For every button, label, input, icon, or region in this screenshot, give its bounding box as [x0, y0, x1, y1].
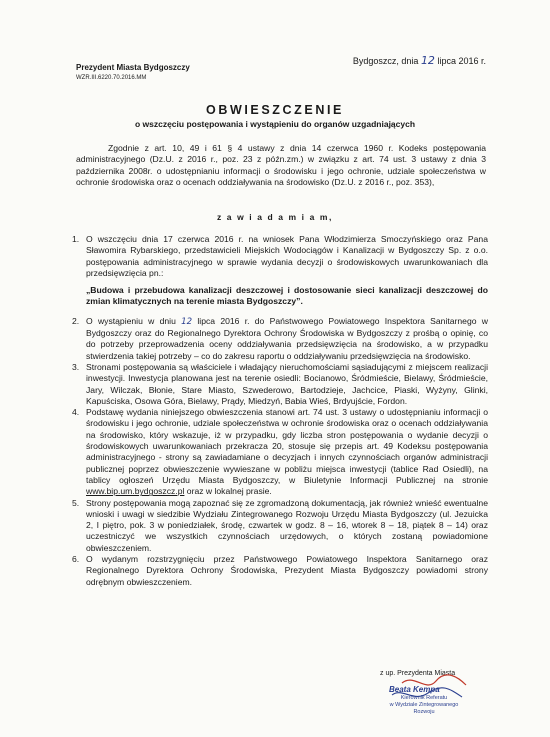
handwritten-day: 12 — [420, 54, 435, 67]
item-number: 1. — [72, 234, 80, 244]
place-date-prefix: Bydgoszcz, dnia — [352, 56, 419, 66]
place-date-suffix: lipca 2016 r. — [437, 56, 486, 66]
announcement-heading: z a w i a d a m i a m, — [217, 212, 333, 222]
list-item — [72, 407, 488, 497]
item-text-after: oraz w lokalnej prasie. — [186, 486, 272, 497]
notice-items-list — [72, 234, 488, 588]
item-number: 4. — [72, 407, 80, 418]
list-item — [72, 498, 488, 554]
item-text: lipca 2016 r. do Państwowego Powiatowego Inspektora Sanitarnego w Bydgoszczy oraz do Regionalnego Dyrektora Ochrony Środowiska w Bydgoszczy z prośbą o opinię, co do potrzeby przeprowadzenia oceny oddziaływania przedsięwzięcia na środowisko, a w przypadku stwierdzenia takiej potrzeby – co do zakresu raportu o oddziaływaniu przedsięwzięcia na środowisko. — [86, 315, 489, 361]
list-item — [72, 234, 488, 308]
stamp-name: Beata Kempa — [389, 685, 440, 694]
item-number: 6. — [72, 554, 80, 565]
stamp-role — [384, 695, 464, 716]
sender-block — [76, 62, 190, 84]
document-title: OBWIESZCZENIE — [206, 103, 344, 117]
item-number: 5. — [72, 497, 80, 508]
list-item — [72, 316, 488, 362]
item-text: Strony postępowania mogą zapoznać się ze zgromadzoną dokumentacją, jak również wnieść ewentualne wnioski i uwagi w siedzibie Wydziału Zintegrowanego Rozwoju Urzędu Miasta Bydgoszczy (ul. Jezuicka 2, I piętro, pok. 3 w poniedziałek, środę, czwartek w godz. 8 – 16, wtorek 8 – 18, piątek 8 – 14) oraz uczestniczyć we wszystkich czynnościach urzędowych, o których zostaną powiadomione obwieszczeniem. — [86, 497, 488, 553]
handwritten-day: 12 — [181, 316, 193, 327]
item-text: O wszczęciu dnia 17 czerwca 2016 r. na wniosek Pana Włodzimierza Smoczyńskiego oraz Pana Sławomira Rybarskiego, przedstawicieli Miejskich Wodociągów i Kanalizacji w Bydgoszczy Sp. z o.o. postępowania administracyjnego w sprawie wydania decyzji o środowiskowych uwarunkowaniach dla przedsięwzięcia pn.: — [86, 234, 488, 278]
reference-number: WZR.III.6220.70.2016.MM — [76, 75, 147, 81]
authority-prefix: z up. — [380, 670, 396, 677]
place-date — [353, 54, 486, 67]
project-name: „Budowa i przebudowa kanalizacji deszczowej i dostosowanie sieci kanalizacji deszczowej do zmian klimatycznych na terenie miasta Bydgoszczy”. — [86, 285, 488, 307]
document-subtitle: o wszczęciu postępowania i wystąpieniu do organów uzgadniających — [134, 119, 416, 129]
item-text: Podstawę wydania niniejszego obwieszczenia stanowi art. 74 ust. 3 ustawy o udostępnianiu informacji o środowisku i jego ochronie, udziale społeczeństwa w ochronie środowiska oraz o ocenach oddziaływania na środowisko, który wskazuje, iż w przypadku, gdy liczba stron postępowania o wydanie decyzji o środowiskowych uwarunkowaniach przekracza 20, stosuje się przepis art. 49 Kodeksu postępowania administracyjnego - strony są zawiadamiane o decyzjach i innych czynnościach organów administracji publicznej poprzez obwieszczenie wywieszane w pobliżu miejsca inwestycji (tablice Rad Osiedli), na tablicy ogłoszeń Urzędu Miasta Bydgoszczy, w Biuletynie Informacji Publicznej na stronie — [86, 407, 488, 485]
item-text: Stronami postępowania są właściciele i władający nieruchomościami sąsiadującymi z miejscem realizacji inwestycji. Inwestycja planowana jest na terenie osiedli: Bocianowo, Śródmieście, Bielawy, Śródmieście, Jary, Wilczak, Błonie, Stare Miasto, Szwederowo, Bartodzieje, Jachcice, Piaski, Wyżyny, Glinki, Kapuściska, Osowa Góra, Bielawy, Prądy, Miedzyń, Babia Wieś, Brdyujście, Fordon. — [86, 361, 488, 406]
item-number: 3. — [72, 361, 80, 372]
stamp-role-line2: w Wydziale Zintegrowanego Rozwoju — [389, 702, 459, 715]
item-text-pre: O wystąpieniu w dniu — [86, 315, 176, 326]
bip-link[interactable]: www.bip.um.bydgoszcz.pl — [86, 486, 185, 497]
list-item — [72, 554, 488, 588]
item-text: O wydanym rozstrzygnięciu przez Państwowego Powiatowego Inspektora Sanitarnego oraz Regionalnego Dyrektora Ochrony Środowiska, Prezydent Miasta Bydgoszczy powiadomi strony odrębnym obwieszczeniem. — [86, 554, 488, 587]
sender-name: Prezydent Miasta Bydgoszczy — [76, 63, 190, 72]
legal-basis-paragraph: Zgodnie z art. 10, 49 i 61 § 4 ustawy z dnia 14 czerwca 1960 r. Kodeks postępowania administracyjnego (Dz.U. z 2016 r., poz. 23 z późn.zm.) w związku z art. 74 ust. 3 ustawy z dnia 3 października 2008r. o udostępnianiu informacji o środowisku i jego ochronie, udziale społeczeństwa w ochronie środowiska oraz o ocenach oddziaływania na środowisko (Dz.U. z 2016 r., poz. 353), — [76, 143, 486, 187]
item-number: 2. — [72, 315, 80, 326]
authority-name: Prezydenta Miasta — [397, 670, 456, 677]
stamp-role-line1: Kierownik Referatu — [400, 695, 448, 701]
list-item — [72, 362, 488, 407]
